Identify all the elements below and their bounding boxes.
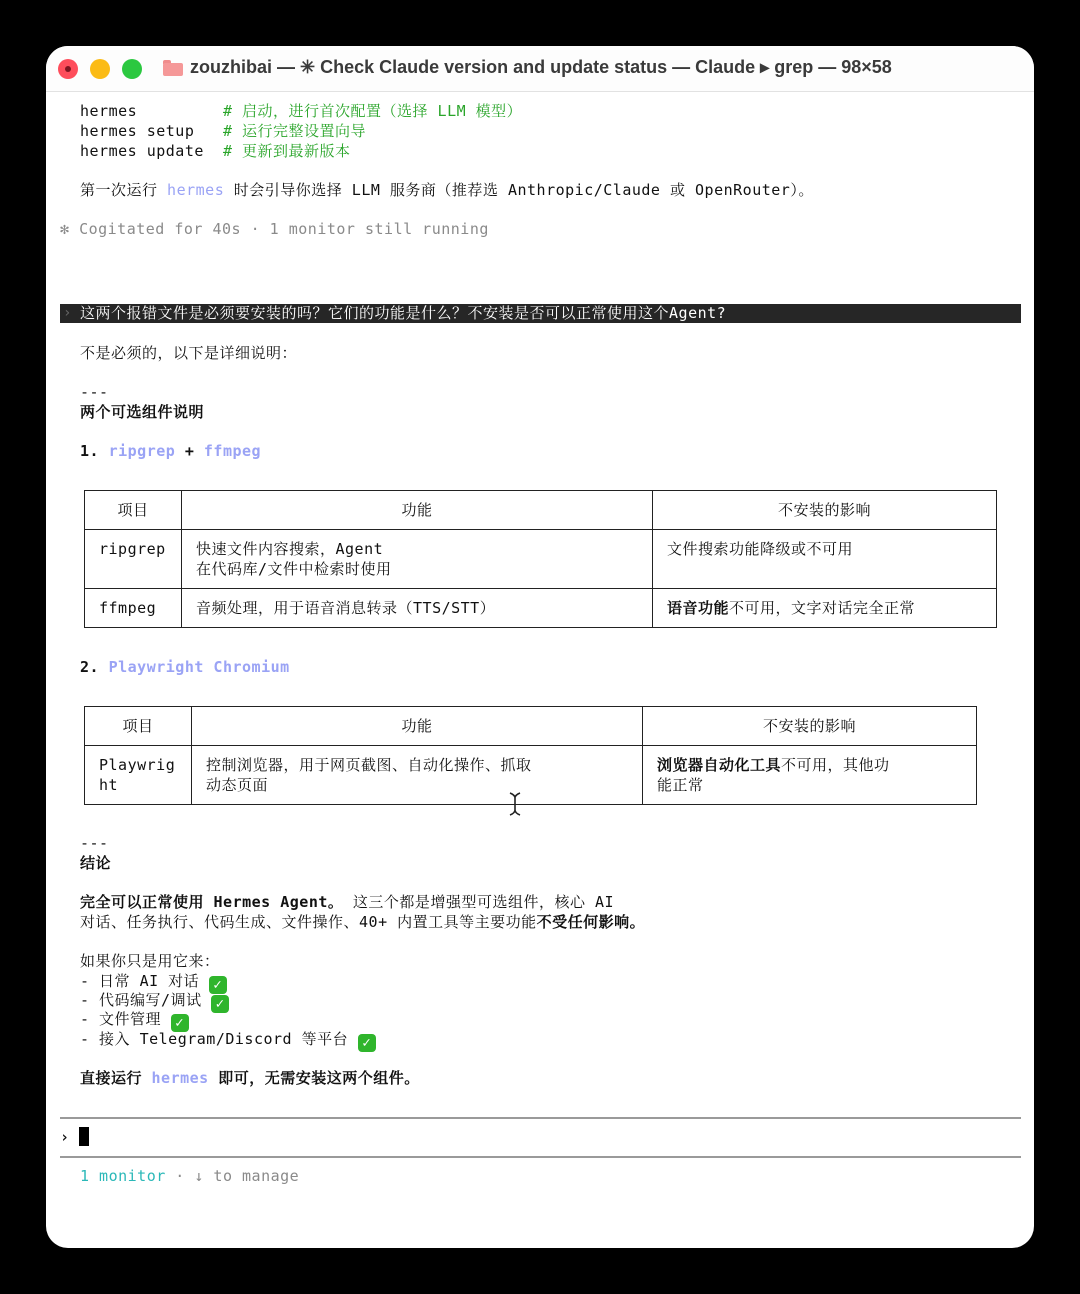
- plus: +: [184, 442, 195, 460]
- text: 能正常: [657, 776, 704, 794]
- manage-hint: · ↓ to manage: [165, 1167, 300, 1185]
- cell-item: ripgrep: [85, 530, 182, 589]
- conclusion-heading: 结论: [80, 854, 112, 872]
- user-prompt: [60, 304, 1021, 323]
- user-prompt-text: 这两个报错文件是必须要安装的吗？它们的功能是什么？不安装是否可以正常使用这个Agent?: [80, 304, 727, 322]
- components-table-1: [84, 490, 997, 628]
- text: 快速文件内容搜索，Agent: [196, 540, 384, 558]
- hermes-link[interactable]: hermes: [167, 181, 225, 199]
- command-comment: # 运行完整设置向导: [222, 122, 367, 140]
- text: ht: [99, 776, 119, 794]
- answer-intro: 不是必须的，以下是详细说明：: [80, 344, 298, 362]
- check-mark-icon: ✓: [211, 995, 229, 1013]
- folder-icon: [163, 60, 183, 76]
- text: 在代码库/文件中检索时使用: [196, 560, 392, 578]
- text: - 接入 Telegram/Discord 等平台: [80, 1030, 358, 1048]
- table-header-row: [85, 707, 977, 746]
- check-mark-icon: ✓: [171, 1014, 189, 1032]
- text-cursor: [79, 1127, 89, 1146]
- table-row: [85, 589, 997, 628]
- text-cursor-icon: [508, 792, 522, 816]
- text: 时会引导你选择 LLM 服务商（推荐选 Anthropic/Claude 或 OpenRouter）。: [224, 181, 814, 199]
- command-line: [80, 121, 366, 141]
- input-bottom-divider: [60, 1156, 1021, 1158]
- ffmpeg-link[interactable]: ffmpeg: [203, 442, 262, 460]
- zoom-button[interactable]: [122, 59, 142, 79]
- spinner-icon: ✻: [60, 220, 70, 238]
- status-text: Cogitated for 40s · 1 monitor still running: [79, 220, 489, 238]
- cell-function: [192, 746, 643, 805]
- text: 浏览器自动化工具: [657, 756, 782, 774]
- command-text: hermes setup: [80, 122, 223, 140]
- cell-function: 音频处理，用于语音消息转录（TTS/STT）: [182, 589, 653, 628]
- text: 这三个都是增强型可选组件，核心 AI: [343, 893, 615, 911]
- text: 完全可以正常使用 Hermes Agent。: [80, 893, 344, 911]
- chevron-right-icon: ›: [63, 305, 72, 321]
- cell-function: [182, 530, 653, 589]
- cell-impact: [643, 746, 977, 805]
- text: 不受任何影响。: [536, 913, 646, 931]
- list-number: 1.: [80, 442, 100, 460]
- text: 对话、任务执行、代码生成、文件操作、40+ 内置工具等主要功能: [80, 913, 537, 931]
- header-impact: 不安装的影响: [643, 707, 977, 746]
- text: Playwrig: [99, 756, 176, 774]
- separator: ---: [80, 834, 109, 852]
- text: 不可用，其他功: [781, 756, 890, 774]
- header-function: 功能: [182, 491, 653, 530]
- text: 直接运行: [80, 1069, 152, 1087]
- text: - 代码编写/调试: [80, 991, 212, 1009]
- cell-impact: [653, 530, 997, 589]
- ripgrep-link[interactable]: ripgrep: [108, 442, 176, 460]
- command-text: hermes: [80, 102, 223, 120]
- cell-impact: [653, 589, 997, 628]
- terminal-content[interactable]: [46, 92, 1034, 1248]
- header-item: 项目: [85, 707, 192, 746]
- header-impact: 不安装的影响: [653, 491, 997, 530]
- list-number: 2.: [80, 658, 100, 676]
- conclusion-line-1: [80, 892, 614, 912]
- input-top-divider: [60, 1117, 1021, 1119]
- close-button[interactable]: [58, 59, 78, 79]
- text: 第一次运行: [80, 181, 168, 199]
- table-row: [85, 746, 977, 805]
- input-line[interactable]: [60, 1127, 89, 1147]
- cell-item: [85, 746, 192, 805]
- conclusion-line-2: [80, 912, 645, 932]
- section-2-title: [80, 657, 290, 677]
- command-comment: # 启动，进行首次配置（选择 LLM 模型）: [222, 102, 523, 120]
- first-run-note: [80, 180, 814, 200]
- header-function: 功能: [192, 707, 643, 746]
- components-table-2: [84, 706, 977, 805]
- command-text: hermes update: [80, 142, 223, 160]
- section-1-title: [80, 441, 261, 461]
- header-item: 项目: [85, 491, 182, 530]
- text: - 日常 AI 对话: [80, 972, 209, 990]
- table-row: [85, 530, 997, 589]
- use-cases-intro: 如果你只是用它来：: [80, 952, 220, 970]
- final-note: [80, 1068, 420, 1088]
- table-header-row: [85, 491, 997, 530]
- command-comment: # 更新到最新版本: [222, 142, 351, 160]
- text: 文件搜索功能降级或不可用: [667, 540, 854, 558]
- playwright-link[interactable]: Playwright Chromium: [108, 658, 290, 676]
- text: 动态页面: [206, 776, 269, 794]
- window-title: zouzhibai — ✳ Check Claude version and update status — Claude ▸ grep — 98×58: [190, 57, 892, 77]
- command-line: [80, 101, 522, 121]
- check-mark-icon: ✓: [209, 976, 227, 994]
- status-line: [60, 219, 489, 239]
- text: 即可，无需安装这两个组件。: [208, 1069, 420, 1087]
- check-mark-icon: ✓: [358, 1034, 376, 1052]
- prompt-chevron-icon: ›: [60, 1128, 70, 1146]
- terminal-window: [46, 46, 1034, 1248]
- text: 控制浏览器，用于网页截图、自动化操作、抓取: [206, 756, 532, 774]
- minimize-button[interactable]: [90, 59, 110, 79]
- command-line: [80, 141, 351, 161]
- text: 语音功能: [667, 599, 730, 617]
- footer-status: [80, 1166, 299, 1186]
- cell-item: ffmpeg: [85, 589, 182, 628]
- section-heading: 两个可选组件说明: [80, 403, 205, 421]
- hermes-link[interactable]: hermes: [151, 1069, 209, 1087]
- text: 不可用，文字对话完全正常: [729, 599, 916, 617]
- text: - 文件管理: [80, 1010, 171, 1028]
- monitor-count[interactable]: 1 monitor: [80, 1167, 166, 1185]
- list-item: [80, 1029, 376, 1052]
- separator: ---: [80, 383, 109, 401]
- title-bar: [46, 46, 1034, 92]
